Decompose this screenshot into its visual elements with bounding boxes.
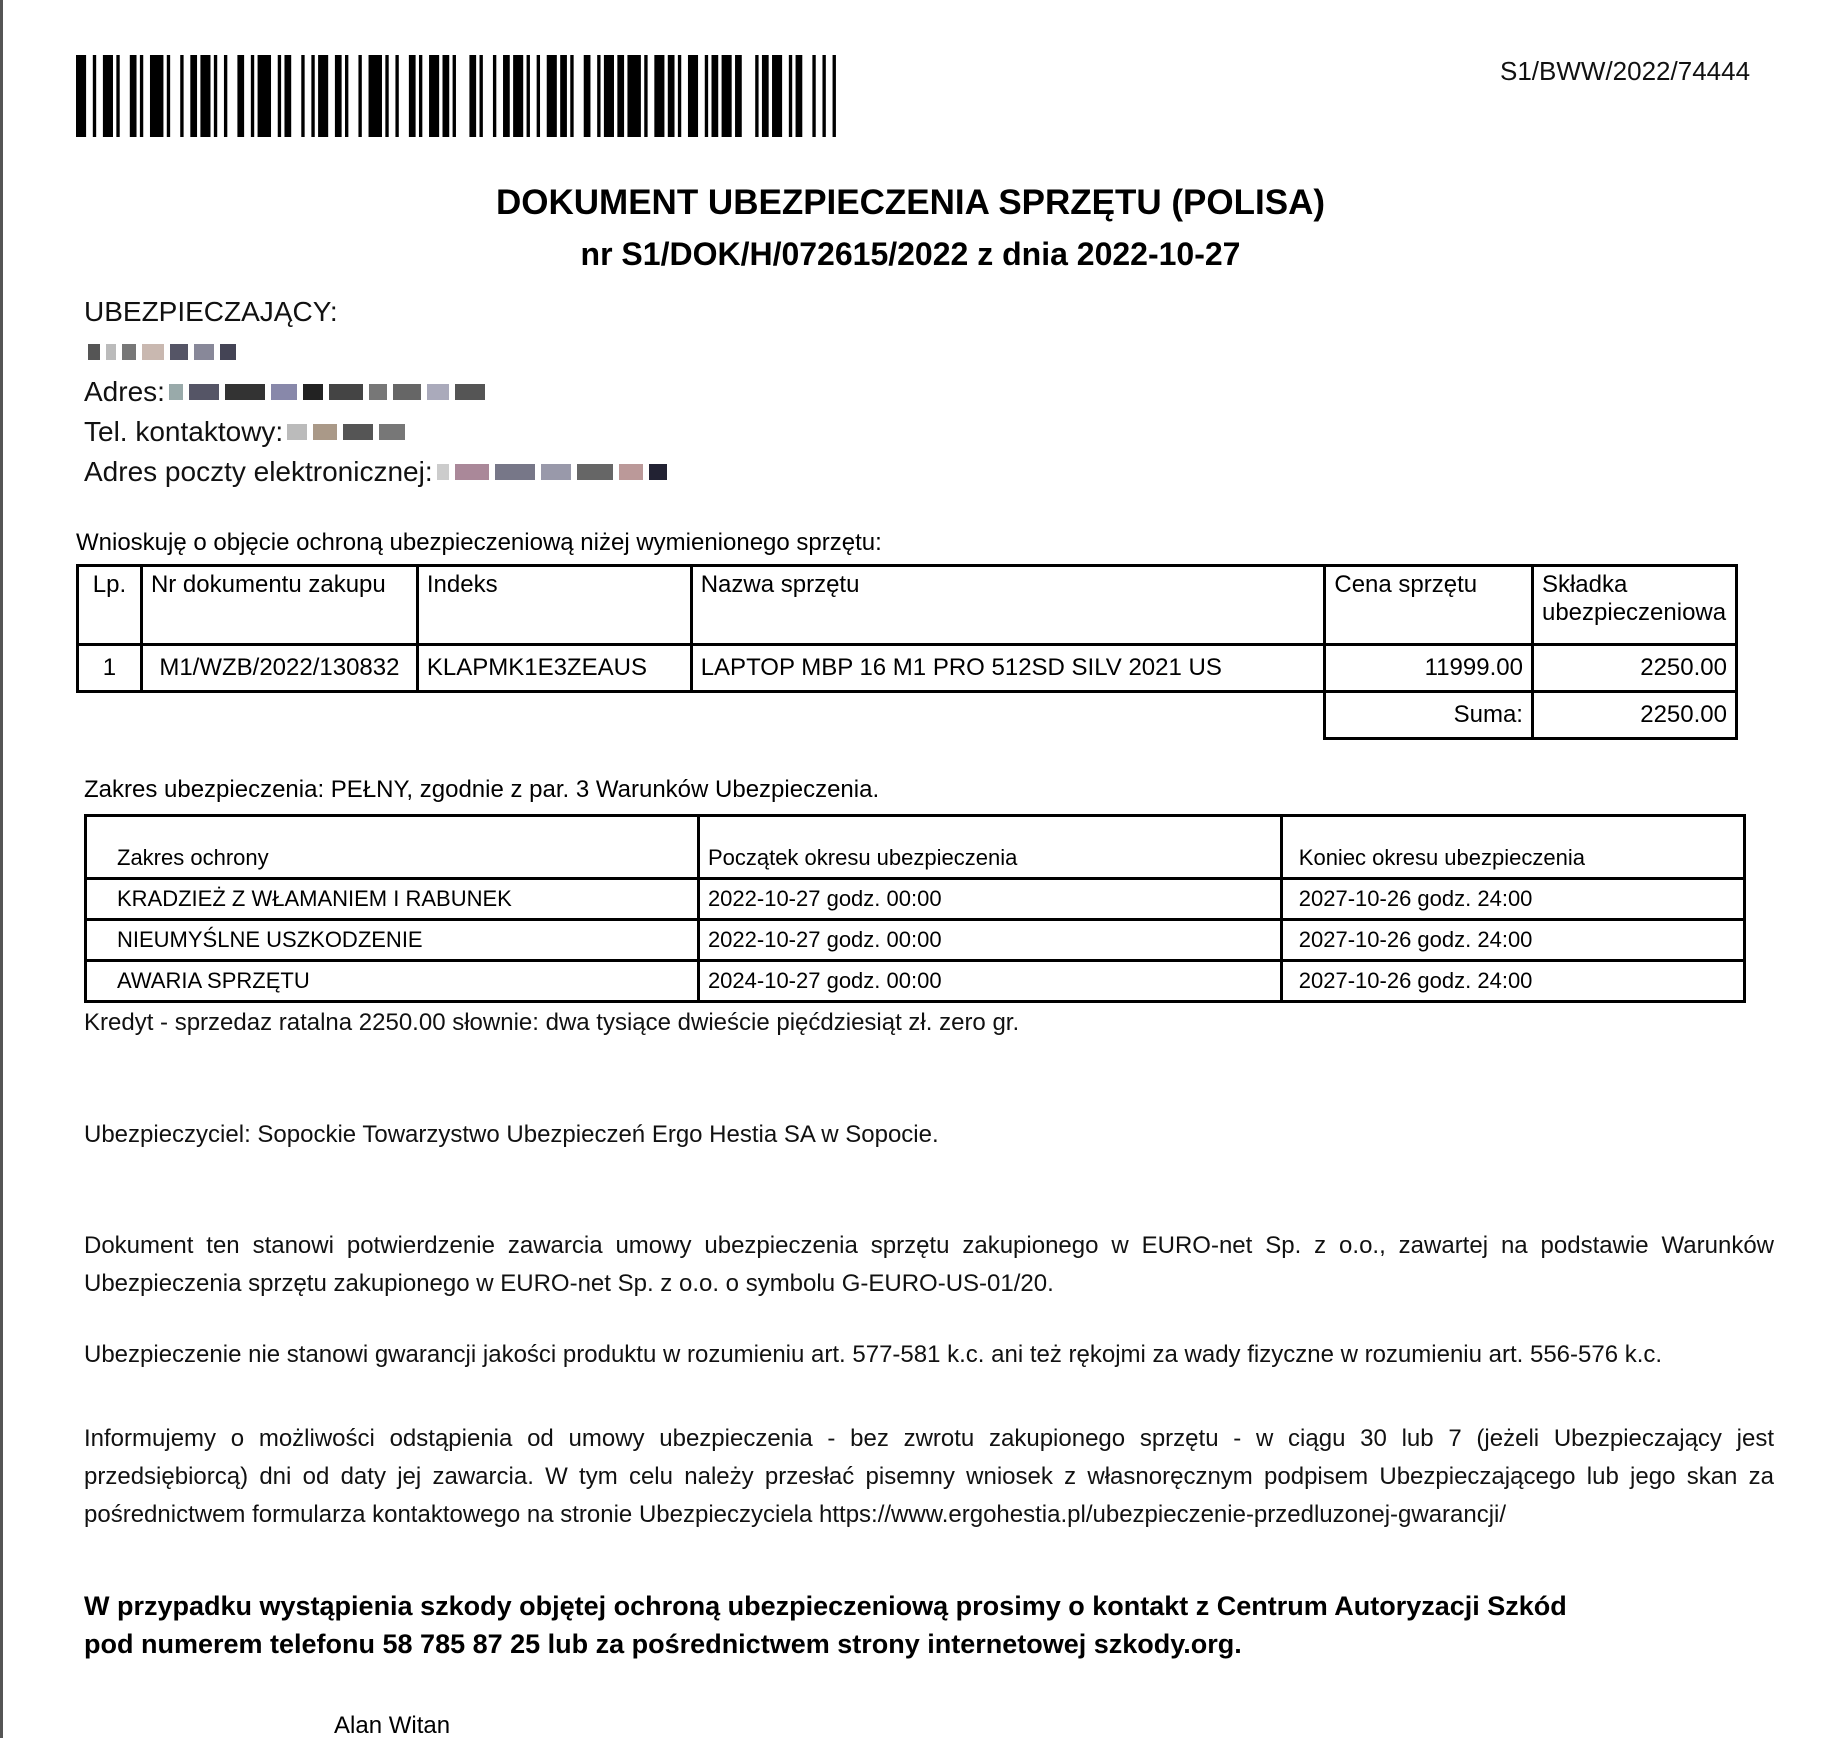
coverage-start-cell: 2024-10-27 godz. 00:00	[698, 961, 1281, 1002]
barcode-bar	[627, 55, 640, 137]
barcode-bar	[547, 55, 557, 137]
col-purchase-doc: Nr dokumentu zakupu	[141, 566, 417, 645]
barcode-bar	[278, 55, 281, 137]
barcode-bar	[200, 55, 210, 137]
barcode-bar	[654, 55, 664, 137]
barcode-bar	[722, 55, 732, 137]
coverage-end-cell: 2027-10-26 godz. 24:00	[1281, 961, 1744, 1002]
policy-number-date: nr S1/DOK/H/072615/2022 z dnia 2022-10-27	[580, 236, 1241, 272]
credit-note: Kredyt - sprzedaz ratalna 2250.00 słownie: dwa tysiące dwieście pięćdziesiąt zł. zero gr.	[84, 1009, 1020, 1036]
table-row	[86, 961, 1745, 1002]
barcode-bar	[180, 55, 183, 137]
barcode-bar	[833, 55, 836, 137]
barcode-bar	[167, 55, 170, 137]
barcode-bar	[735, 55, 742, 137]
equipment-table	[76, 564, 1738, 740]
barcode-bar	[214, 55, 217, 137]
coverage-end-cell: 2027-10-26 godz. 24:00	[1281, 879, 1744, 920]
confirmation-paragraph: Dokument ten stanowi potwierdzenie zawarcia umowy ubezpieczenia sprzętu zakupionego w EURO-net Sp. z o.o., zawartej na podstawie Warunków Ubezpieczenia sprzętu zakupionego w EURO-net Sp. z o.o. o symbolu G-EURO-US-01/20.	[84, 1232, 1774, 1297]
col-coverage-scope: Zakres ochrony	[86, 816, 699, 879]
col-premium: Składka ubezpieczeniowa	[1532, 566, 1736, 645]
insured-name-redacted	[84, 332, 673, 372]
barcode-bar	[597, 55, 600, 137]
barcode-bar	[335, 55, 342, 137]
barcode-bar	[789, 55, 792, 137]
withdrawal-paragraph: Informujemy o możliwości odstąpienia od umowy ubezpieczenia - bez zwrotu zakupionego sprzętu - w ciągu 30 lub 7 (jeżeli Ubezpieczający jest przedsiębiorcą) dni od daty jej zawarcia. W tym celu należy przesłać pisemny wniosek z własnoręcznym podpisem Ubezpieczającego lub jego skan za pośrednictwem formularza kontaktowego na stronie Ubezpieczyciela https://www.ergohestia.pl/ubezpieczenie-przedluzonej-gwarancji/	[84, 1425, 1774, 1528]
equipment-header-row	[78, 566, 1737, 645]
barcode-bar	[479, 55, 482, 137]
barcode-bar	[76, 55, 86, 137]
table-row	[78, 645, 1737, 692]
barcode-bar	[130, 55, 137, 137]
barcode-bar	[237, 55, 244, 137]
redacted-block	[169, 381, 491, 403]
barcode-bar	[527, 55, 530, 137]
barcode-bar	[812, 55, 815, 137]
barcode-bar	[537, 55, 540, 137]
barcode-bar	[224, 55, 227, 137]
barcode-bar	[469, 55, 476, 137]
claims-notice-line2: pod numerem telefonu 58 785 87 25 lub za pośrednictwem strony internetowej szkody.org.	[84, 1629, 1242, 1659]
col-coverage-start: Początek okresu ubezpieczenia	[698, 816, 1281, 879]
barcode-bar	[822, 55, 825, 137]
warranty-paragraph: Ubezpieczenie nie stanowi gwarancji jakości produktu w rozumieniu art. 577-581 k.c. ani też rękojmi za wady fizyczne w rozumieniu art. 556-576 k.c.	[84, 1341, 1663, 1368]
barcode-bar	[513, 55, 523, 137]
barcode-bar	[705, 55, 708, 137]
barcode-bar	[712, 55, 719, 137]
coverage-header-row	[86, 816, 1745, 879]
barcode-bar	[668, 55, 675, 137]
barcode-bar	[116, 55, 119, 137]
table-row	[86, 920, 1745, 961]
barcode-bar	[678, 55, 681, 137]
coverage-scope-cell: KRADZIEŻ Z WŁAMANIEM I RABUNEK	[86, 879, 699, 920]
row-equipment-name: LAPTOP MBP 16 M1 PRO 512SD SILV 2021 US	[691, 645, 1325, 692]
barcode-bar	[150, 55, 163, 137]
row-price: 11999.00	[1325, 645, 1533, 692]
email-label: Adres poczty elektronicznej:	[84, 456, 433, 487]
redacted-block	[437, 461, 673, 483]
email-row	[84, 452, 673, 492]
sum-label: Suma:	[1325, 692, 1533, 739]
redacted-block	[287, 421, 411, 443]
address-label: Adres:	[84, 376, 165, 407]
barcode-bar	[251, 55, 254, 137]
coverage-scope: Zakres ubezpieczenia: PEŁNY, zgodnie z par. 3 Warunków Ubezpieczenia.	[84, 776, 880, 803]
coverage-start-cell: 2022-10-27 godz. 00:00	[698, 920, 1281, 961]
barcode-bar	[584, 55, 591, 137]
barcode-bar	[93, 55, 96, 137]
barcode-bar	[503, 55, 510, 137]
coverage-table	[84, 814, 1746, 1003]
barcode-bar	[772, 55, 782, 137]
barcode	[76, 55, 846, 137]
barcode-bar	[493, 55, 496, 137]
barcode-bar	[395, 55, 398, 137]
document-number: S1/BWW/2022/74444	[1500, 56, 1751, 86]
equipment-intro: Wnioskuję o objęcie ochroną ubezpieczeniową niżej wymienionego sprzętu:	[76, 529, 882, 556]
row-lp: 1	[78, 645, 142, 692]
row-purchase-doc: M1/WZB/2022/130832	[141, 645, 417, 692]
insurer-note: Ubezpieczyciel: Sopockie Towarzystwo Ubezpieczeń Ergo Hestia SA w Sopocie.	[84, 1121, 939, 1148]
sum-value: 2250.00	[1532, 692, 1736, 739]
sum-row	[78, 692, 1737, 739]
coverage-start-cell: 2022-10-27 godz. 00:00	[698, 879, 1281, 920]
coverage-scope-cell: NIEUMYŚLNE USZKODZENIE	[86, 920, 699, 961]
barcode-bar	[318, 55, 328, 137]
table-row	[86, 879, 1745, 920]
barcode-bar	[140, 55, 143, 137]
barcode-bar	[301, 55, 304, 137]
barcode-bar	[443, 55, 450, 137]
barcode-bar	[369, 55, 382, 137]
barcode-bar	[311, 55, 314, 137]
phone-label: Tel. kontaktowy:	[84, 416, 284, 447]
barcode-bar	[604, 55, 614, 137]
barcode-bar	[762, 55, 769, 137]
barcode-bar	[453, 55, 456, 137]
row-index: KLAPMK1E3ZEAUS	[417, 645, 691, 692]
barcode-bar	[409, 55, 416, 137]
barcode-bar	[345, 55, 348, 137]
col-coverage-end: Koniec okresu ubezpieczenia	[1281, 816, 1744, 879]
barcode-bar	[560, 55, 567, 137]
barcode-bar	[644, 55, 647, 137]
redacted-block	[88, 341, 242, 363]
barcode-bar	[385, 55, 388, 137]
signatory-name: Alan Witan	[334, 1712, 451, 1739]
barcode-bar	[190, 55, 197, 137]
claims-notice-line1: W przypadku wystąpienia szkody objętej ochroną ubezpieczeniową prosimy o kontakt z Centrum Autoryzacji Szkód	[84, 1591, 1567, 1621]
col-equipment-name: Nazwa sprzętu	[691, 566, 1325, 645]
barcode-bar	[755, 55, 758, 137]
phone-row	[84, 412, 673, 452]
address-row	[84, 372, 673, 412]
barcode-bar	[688, 55, 698, 137]
barcode-bar	[103, 55, 113, 137]
insured-section	[84, 292, 673, 492]
claims-notice	[84, 1587, 1567, 1663]
barcode-bar	[258, 55, 271, 137]
document-title: DOKUMENT UBEZPIECZENIA SPRZĘTU (POLISA)	[496, 183, 1325, 222]
col-index: Indeks	[417, 566, 691, 645]
barcode-bar	[358, 55, 361, 137]
barcode-bar	[419, 55, 422, 137]
barcode-bar	[429, 55, 439, 137]
barcode-bar	[284, 55, 291, 137]
barcode-bar	[796, 55, 803, 137]
barcode-bar	[570, 55, 573, 137]
col-lp: Lp.	[78, 566, 142, 645]
col-price: Cena sprzętu	[1325, 566, 1533, 645]
barcode-bar	[617, 55, 624, 137]
coverage-end-cell: 2027-10-26 godz. 24:00	[1281, 920, 1744, 961]
coverage-scope-cell: AWARIA SPRZĘTU	[86, 961, 699, 1002]
row-premium: 2250.00	[1532, 645, 1736, 692]
insured-heading: UBEZPIECZAJĄCY:	[84, 296, 338, 327]
